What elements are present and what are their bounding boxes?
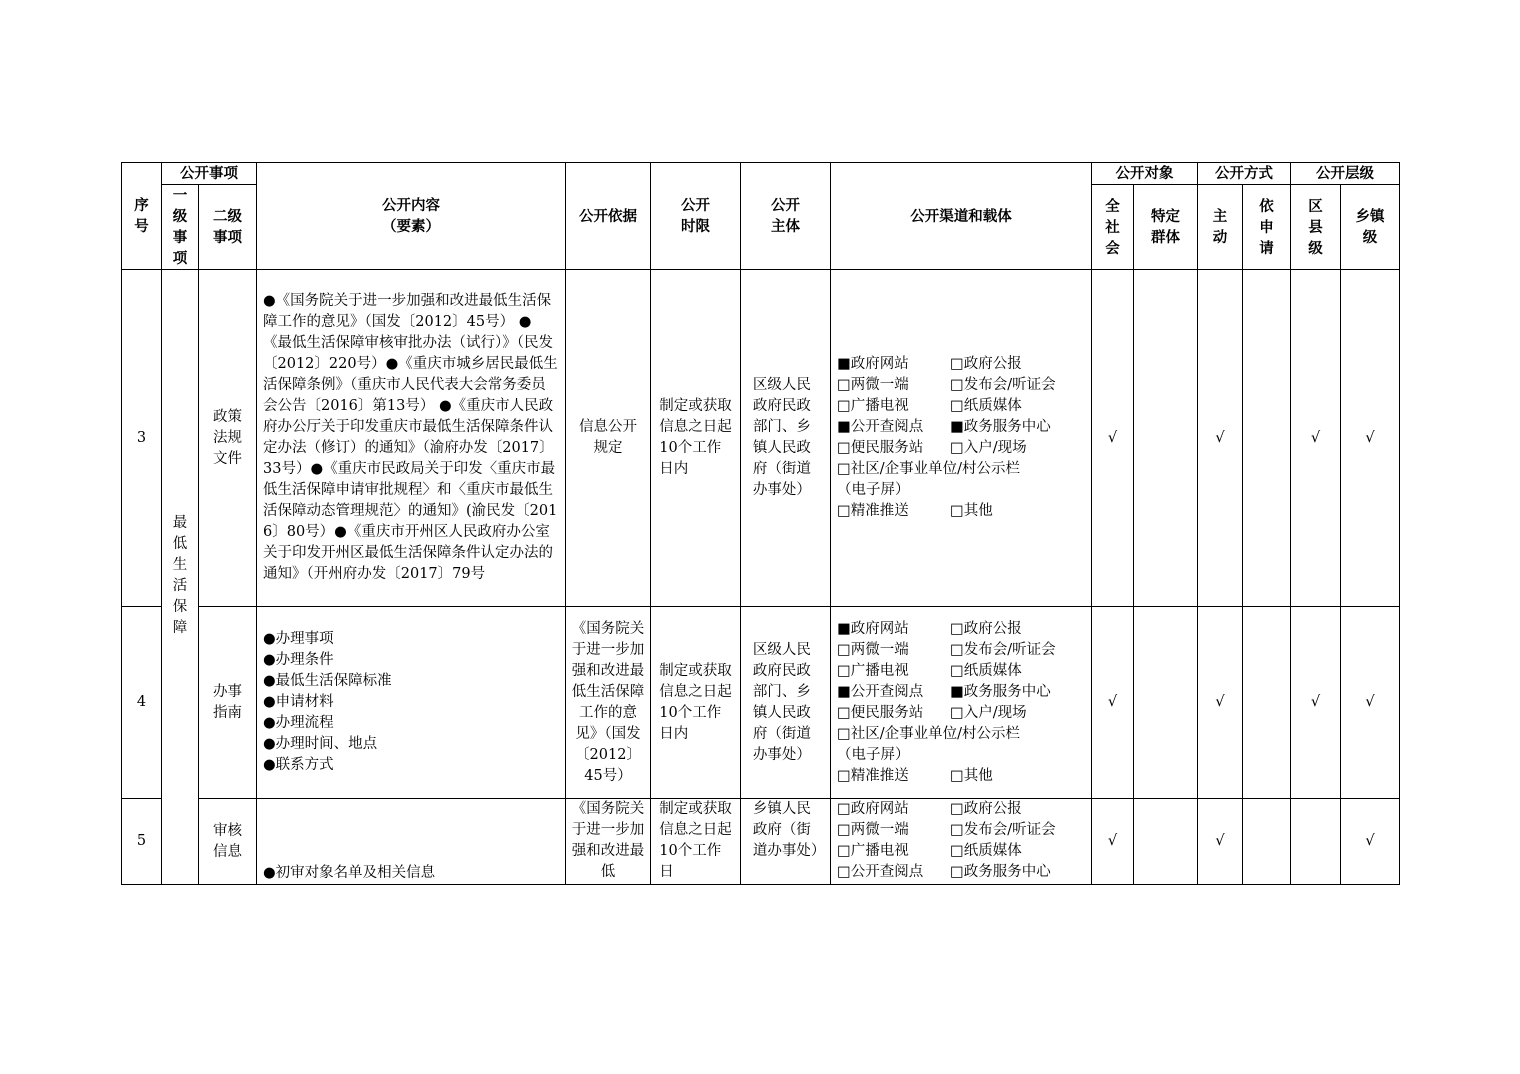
row-basis: 信息公开规定 [566,270,651,607]
row-target-all: √ [1092,607,1134,799]
header-level-district: 区县级 [1291,185,1341,270]
row-subject: 区级人民政府民政部门、乡镇人民政府（街道办事处） [741,270,831,607]
row-method-active: √ [1198,270,1243,607]
row-content: ●初审对象名单及相关信息 [257,799,566,885]
row-basis: 《国务院关于进一步加强和改进最低 [566,799,651,885]
row-method-request [1243,799,1291,885]
row-level-town: √ [1341,270,1400,607]
header-method-group: 公开方式 [1198,163,1291,185]
row-target-specific [1134,270,1198,607]
header-level1: 一级事项 [162,185,199,270]
row-target-all: √ [1092,799,1134,885]
header-content: 公开内容 （要素） [257,163,566,270]
header-subject: 公开 主体 [741,163,831,270]
header-target-specific: 特定 群体 [1134,185,1198,270]
row-content: ●办理事项 ●办理条件 ●最低生活保障标准 ●申请材料 ●办理流程 ●办理时间、地点 ●联系方式 [257,607,566,799]
disclosure-table [121,162,1400,885]
row-level2: 办事指南 [199,607,257,799]
header-target-group: 公开对象 [1092,163,1198,185]
row-method-active: √ [1198,799,1243,885]
row-target-specific [1134,607,1198,799]
header-basis: 公开依据 [566,163,651,270]
row-content: ●《国务院关于进一步加强和改进最低生活保障工作的意见》（国发〔2012〕45号） ●《最低生活保障审核审批办法（试行）》（民发〔2012〕220号）●《重庆市城乡居民最低生活保障条例》（重庆市人民代表大会常务委员会公告〔2016〕第13号） ●《重庆市人民政府办公厅关于印发重庆市最低生活保障条件认定办法（修订）的通知》（渝府办发〔2017〕33号）●《重庆市民政局关于印发〈重庆市最低生活保障申请审批规程〉和〈重庆市最低生活保障动态管理规范〉的通知》(渝民发〔2016〕80号）●《重庆市开州区人民政府办公室关于印发开州区最低生活保障条件认定办法的通知》（开州府办发〔2017〕79号 [257,270,566,607]
row-target-all: √ [1092,270,1134,607]
row-subject: 区级人民政府民政部门、乡镇人民政府（街道办事处） [741,607,831,799]
level1-item: 最低生活保障 [172,515,188,636]
row-method-request [1243,607,1291,799]
row-level-district [1291,799,1341,885]
header-level-town: 乡镇级 [1341,185,1400,270]
header-channels: 公开渠道和载体 [831,163,1092,270]
table-row [122,270,1400,607]
row-basis: 《国务院关于进一步加强和改进最低生活保障工作的意见》（国发〔2012〕45号） [566,607,651,799]
row-level2: 政策法规文件 [199,270,257,607]
row-subject: 乡镇人民政府（街道办事处） [741,799,831,885]
row-level2: 审核信息 [199,799,257,885]
header-items-group: 公开事项 [162,163,257,185]
row-level-town: √ [1341,607,1400,799]
row-channels: ■政府网站 □政府公报 □两微一端 □发布会/听证会 □广播电视 □纸质媒体 ■公开查阅点 ■政务服务中心 □便民服务站 □入户/现场 □社区/企事业单位/村公示栏 （电子屏） □精准推送 □其他 [831,607,1092,799]
header-method-active: 主动 [1198,185,1243,270]
header-seq: 序号 [122,163,162,270]
row-method-request [1243,270,1291,607]
header-method-request: 依申请 [1243,185,1291,270]
header-target-all: 全社会 [1092,185,1134,270]
row-method-active: √ [1198,607,1243,799]
row-seq: 4 [122,607,162,799]
header-time-limit: 公开 时限 [651,163,741,270]
row-level-district: √ [1291,270,1341,607]
row-seq: 5 [122,799,162,885]
row-time-limit: 制定或获取信息之日起10个工作日内 [651,270,741,607]
row-channels: ■政府网站 □政府公报 □两微一端 □发布会/听证会 □广播电视 □纸质媒体 ■公开查阅点 ■政务服务中心 □便民服务站 □入户/现场 □社区/企事业单位/村公示栏 （电子屏） □精准推送 □其他 [831,270,1092,607]
table-row [122,607,1400,799]
row-level-district: √ [1291,607,1341,799]
level1-item-cell [162,270,199,885]
row-time-limit: 制定或获取信息之日起10个工作日 [651,799,741,885]
header-level-group: 公开层级 [1291,163,1400,185]
row-time-limit: 制定或获取信息之日起10个工作日内 [651,607,741,799]
row-channels: □政府网站 □政府公报 □两微一端 □发布会/听证会 □广播电视 □纸质媒体 □公开查阅点 □政务服务中心 [831,799,1092,885]
row-level-town: √ [1341,799,1400,885]
table-row [122,799,1400,885]
header-level2: 二级事项 [199,185,257,270]
row-seq: 3 [122,270,162,607]
row-target-specific [1134,799,1198,885]
